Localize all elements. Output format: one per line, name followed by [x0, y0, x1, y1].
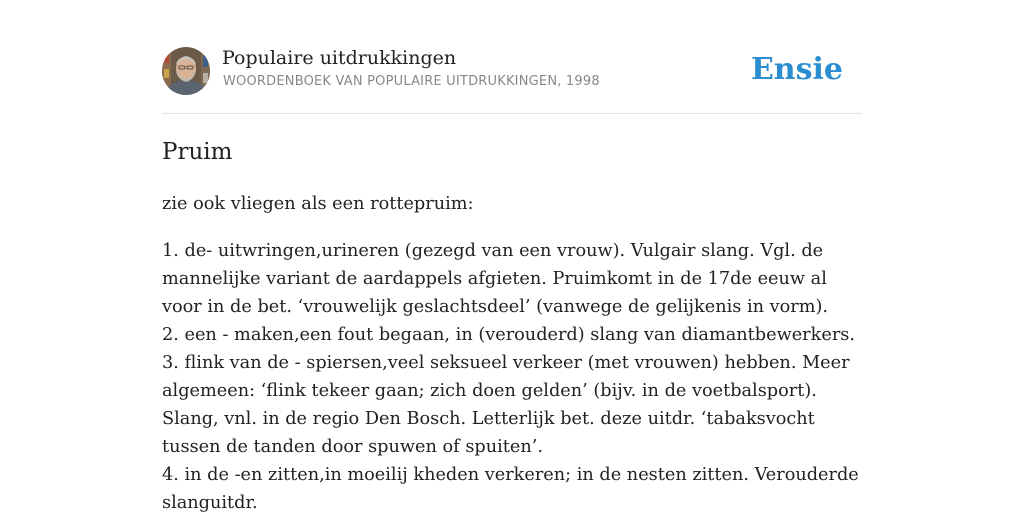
sense-4: 4. in de -en zitten,in moeilij kheden verkeren; in de nesten zitten. Verouderde slanguitdr. — [162, 465, 859, 512]
entry-body — [162, 190, 866, 512]
entry-senses — [162, 237, 866, 512]
sense-2: 2. een - maken,een fout begaan, in (verouderd) slang van diamantbewerkers. — [162, 325, 855, 345]
sense-1: 1. de- uitwringen,urineren (gezegd van een vrouw). Vulgair slang. Vgl. de mannelijke variant de aardappels afgieten. Pruimkomt in de 17de eeuw al voor in de bet. ‘vrouwelijk geslachtsdeel’ (vanwege de gelijkenis in vorm). — [162, 241, 829, 317]
source-subtitle[interactable]: WOORDENBOEK VAN POPULAIRE UITDRUKKINGEN, 1998 — [223, 74, 600, 89]
entry-intro: zie ook vliegen als een rottepruim: — [162, 194, 474, 214]
entry-title: Pruim — [162, 139, 233, 165]
divider — [162, 113, 862, 114]
sense-3: 3. flink van de - spiersen,veel seksueel verkeer (met vrouwen) hebben. Meer algemeen: ‘flink tekeer gaan; zich doen gelden’ (bijv. in de voetbalsport). Slang, vnl. in de regio Den Bosch. Letterlijk bet. deze uitdr. ‘tabaksvocht tussen de tanden door spuwen of spuiten’. — [162, 353, 850, 457]
source-header — [162, 46, 862, 96]
avatar[interactable] — [162, 47, 210, 95]
ensie-logo[interactable]: Ensie — [750, 52, 843, 87]
source-title[interactable]: Populaire uitdrukkingen — [222, 47, 457, 69]
